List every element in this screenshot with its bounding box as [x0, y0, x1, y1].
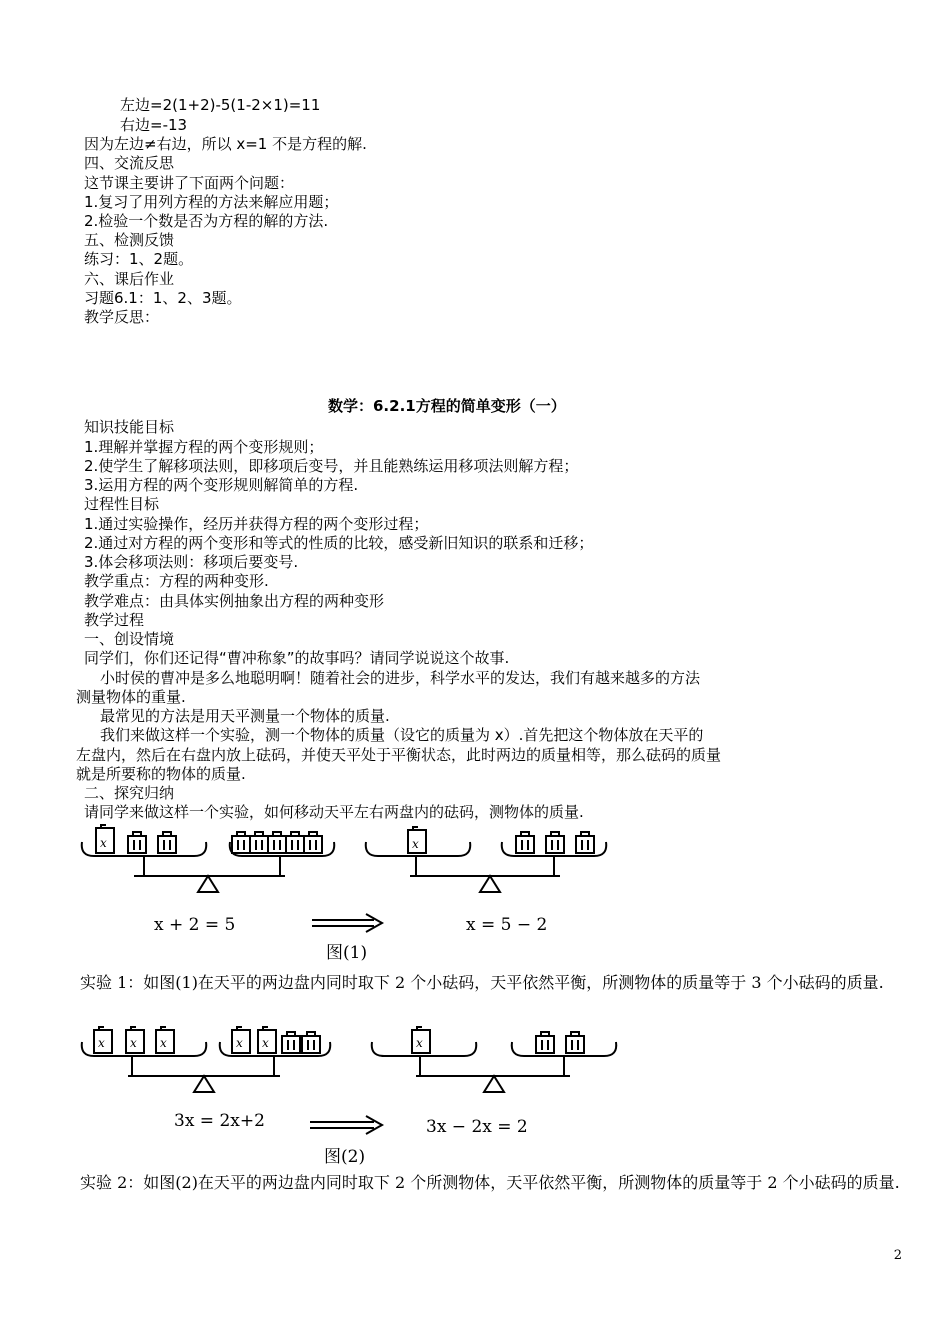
lesson-line: 3.运用方程的两个变形规则解简单的方程. [84, 476, 359, 494]
lesson-line: 左盘内，然后在右盘内放上砝码，并使天平处于平衡状态，此时两边的质量相等，那么砝码的质量 [76, 746, 722, 764]
top-line-7: 2.检验一个数是否为方程的解的方法. [84, 212, 329, 230]
object-label: x [236, 1036, 243, 1050]
lesson-title: 数学：6.2.1方程的简单变形（一） [328, 397, 566, 415]
top-line-6: 1.复习了用列方程的方法来解应用题； [84, 193, 339, 211]
lesson-line: 小时侯的曹冲是多么地聪明啊！随着社会的进步，科学水平的发达，我们有越来越多的方法 [100, 669, 701, 687]
object-label: x [100, 836, 107, 850]
lesson-heading: 知识技能目标 [84, 418, 175, 436]
lesson-line: 我们来做这样一个实验，测一个物体的质量（设它的质量为 x）.首先把这个物体放在天平的 [100, 726, 704, 744]
section-heading: 六、课后作业 [84, 270, 175, 288]
object-label: x [130, 1036, 137, 1050]
figure-caption: 图(1) [326, 943, 368, 963]
object-label: x [416, 1036, 423, 1050]
section-heading: 四、交流反思 [84, 154, 175, 172]
experiment-1-text: 实验 1：如图(1)在天平的两边盘内同时取下 2 个小砝码，天平依然平衡，所测物体的质量等于 3 个小砝码的质量. [80, 973, 884, 992]
lesson-line: 请同学来做这样一个实验，如何移动天平左右两盘内的砝码，测物体的质量. [84, 803, 584, 821]
page-number: 2 [893, 1248, 902, 1263]
section-heading: 五、检测反馈 [84, 231, 175, 249]
top-line-1: 左边=2(1+2)-5(1-2×1)=11 [120, 96, 321, 114]
experiment-2-text: 实验 2：如图(2)在天平的两边盘内同时取下 2 个所测物体，天平依然平衡，所测物体的质量等于 2 个小砝码的质量. [80, 1173, 900, 1192]
lesson-line: 同学们，你们还记得“曹冲称象”的故事吗？请同学说说这个故事. [84, 649, 510, 667]
figure-caption: 图(2) [324, 1147, 366, 1167]
object-label: x [160, 1036, 167, 1050]
equation-left: x + 2 = 5 [154, 915, 236, 935]
lesson-line: 1.通过实验操作，经历并获得方程的两个变形过程； [84, 515, 429, 533]
lesson-line: 测量物体的重量. [76, 688, 186, 706]
object-label: x [412, 837, 419, 851]
top-line-3: 因为左边≠右边，所以 x=1 不是方程的解. [84, 135, 367, 153]
top-line-11: 习题6.1：1、2、3题。 [84, 289, 242, 307]
top-line-9: 练习：1、2题。 [84, 250, 194, 268]
lesson-line: 教学难点：由具体实例抽象出方程的两种变形 [84, 592, 385, 610]
lesson-line: 1.理解并掌握方程的两个变形规则； [84, 438, 324, 456]
figure-1-balance-diagram [70, 822, 630, 964]
lesson-heading: 教学过程 [84, 611, 145, 629]
object-label: x [98, 1036, 105, 1050]
lesson-heading: 过程性目标 [84, 495, 160, 513]
lesson-line: 2.通过对方程的两个变形和等式的性质的比较，感受新旧知识的联系和迁移； [84, 534, 594, 552]
lesson-line: 就是所要称的物体的质量. [76, 765, 246, 783]
lesson-line: 教学重点：方程的两种变形. [84, 572, 269, 590]
object-label: x [262, 1036, 269, 1050]
lesson-line: 最常见的方法是用天平测量一个物体的质量. [100, 707, 390, 725]
top-line-2: 右边=-13 [120, 116, 188, 134]
top-line-5: 这节课主要讲了下面两个问题： [84, 174, 295, 192]
equation-right: 3x − 2x = 2 [426, 1117, 528, 1137]
lesson-line: 2.使学生了解移项法则，即移项后变号，并且能熟练运用移项法则解方程； [84, 457, 579, 475]
lesson-line: 3.体会移项法则：移项后要变号. [84, 553, 299, 571]
top-line-12: 教学反思： [84, 308, 160, 326]
equation-right: x = 5 − 2 [466, 915, 548, 935]
equation-left: 3x = 2x+2 [174, 1111, 265, 1131]
lesson-heading: 一、创设情境 [84, 630, 175, 648]
lesson-heading: 二、探究归纳 [84, 784, 175, 802]
figure-2-balance-diagram [70, 1022, 630, 1168]
